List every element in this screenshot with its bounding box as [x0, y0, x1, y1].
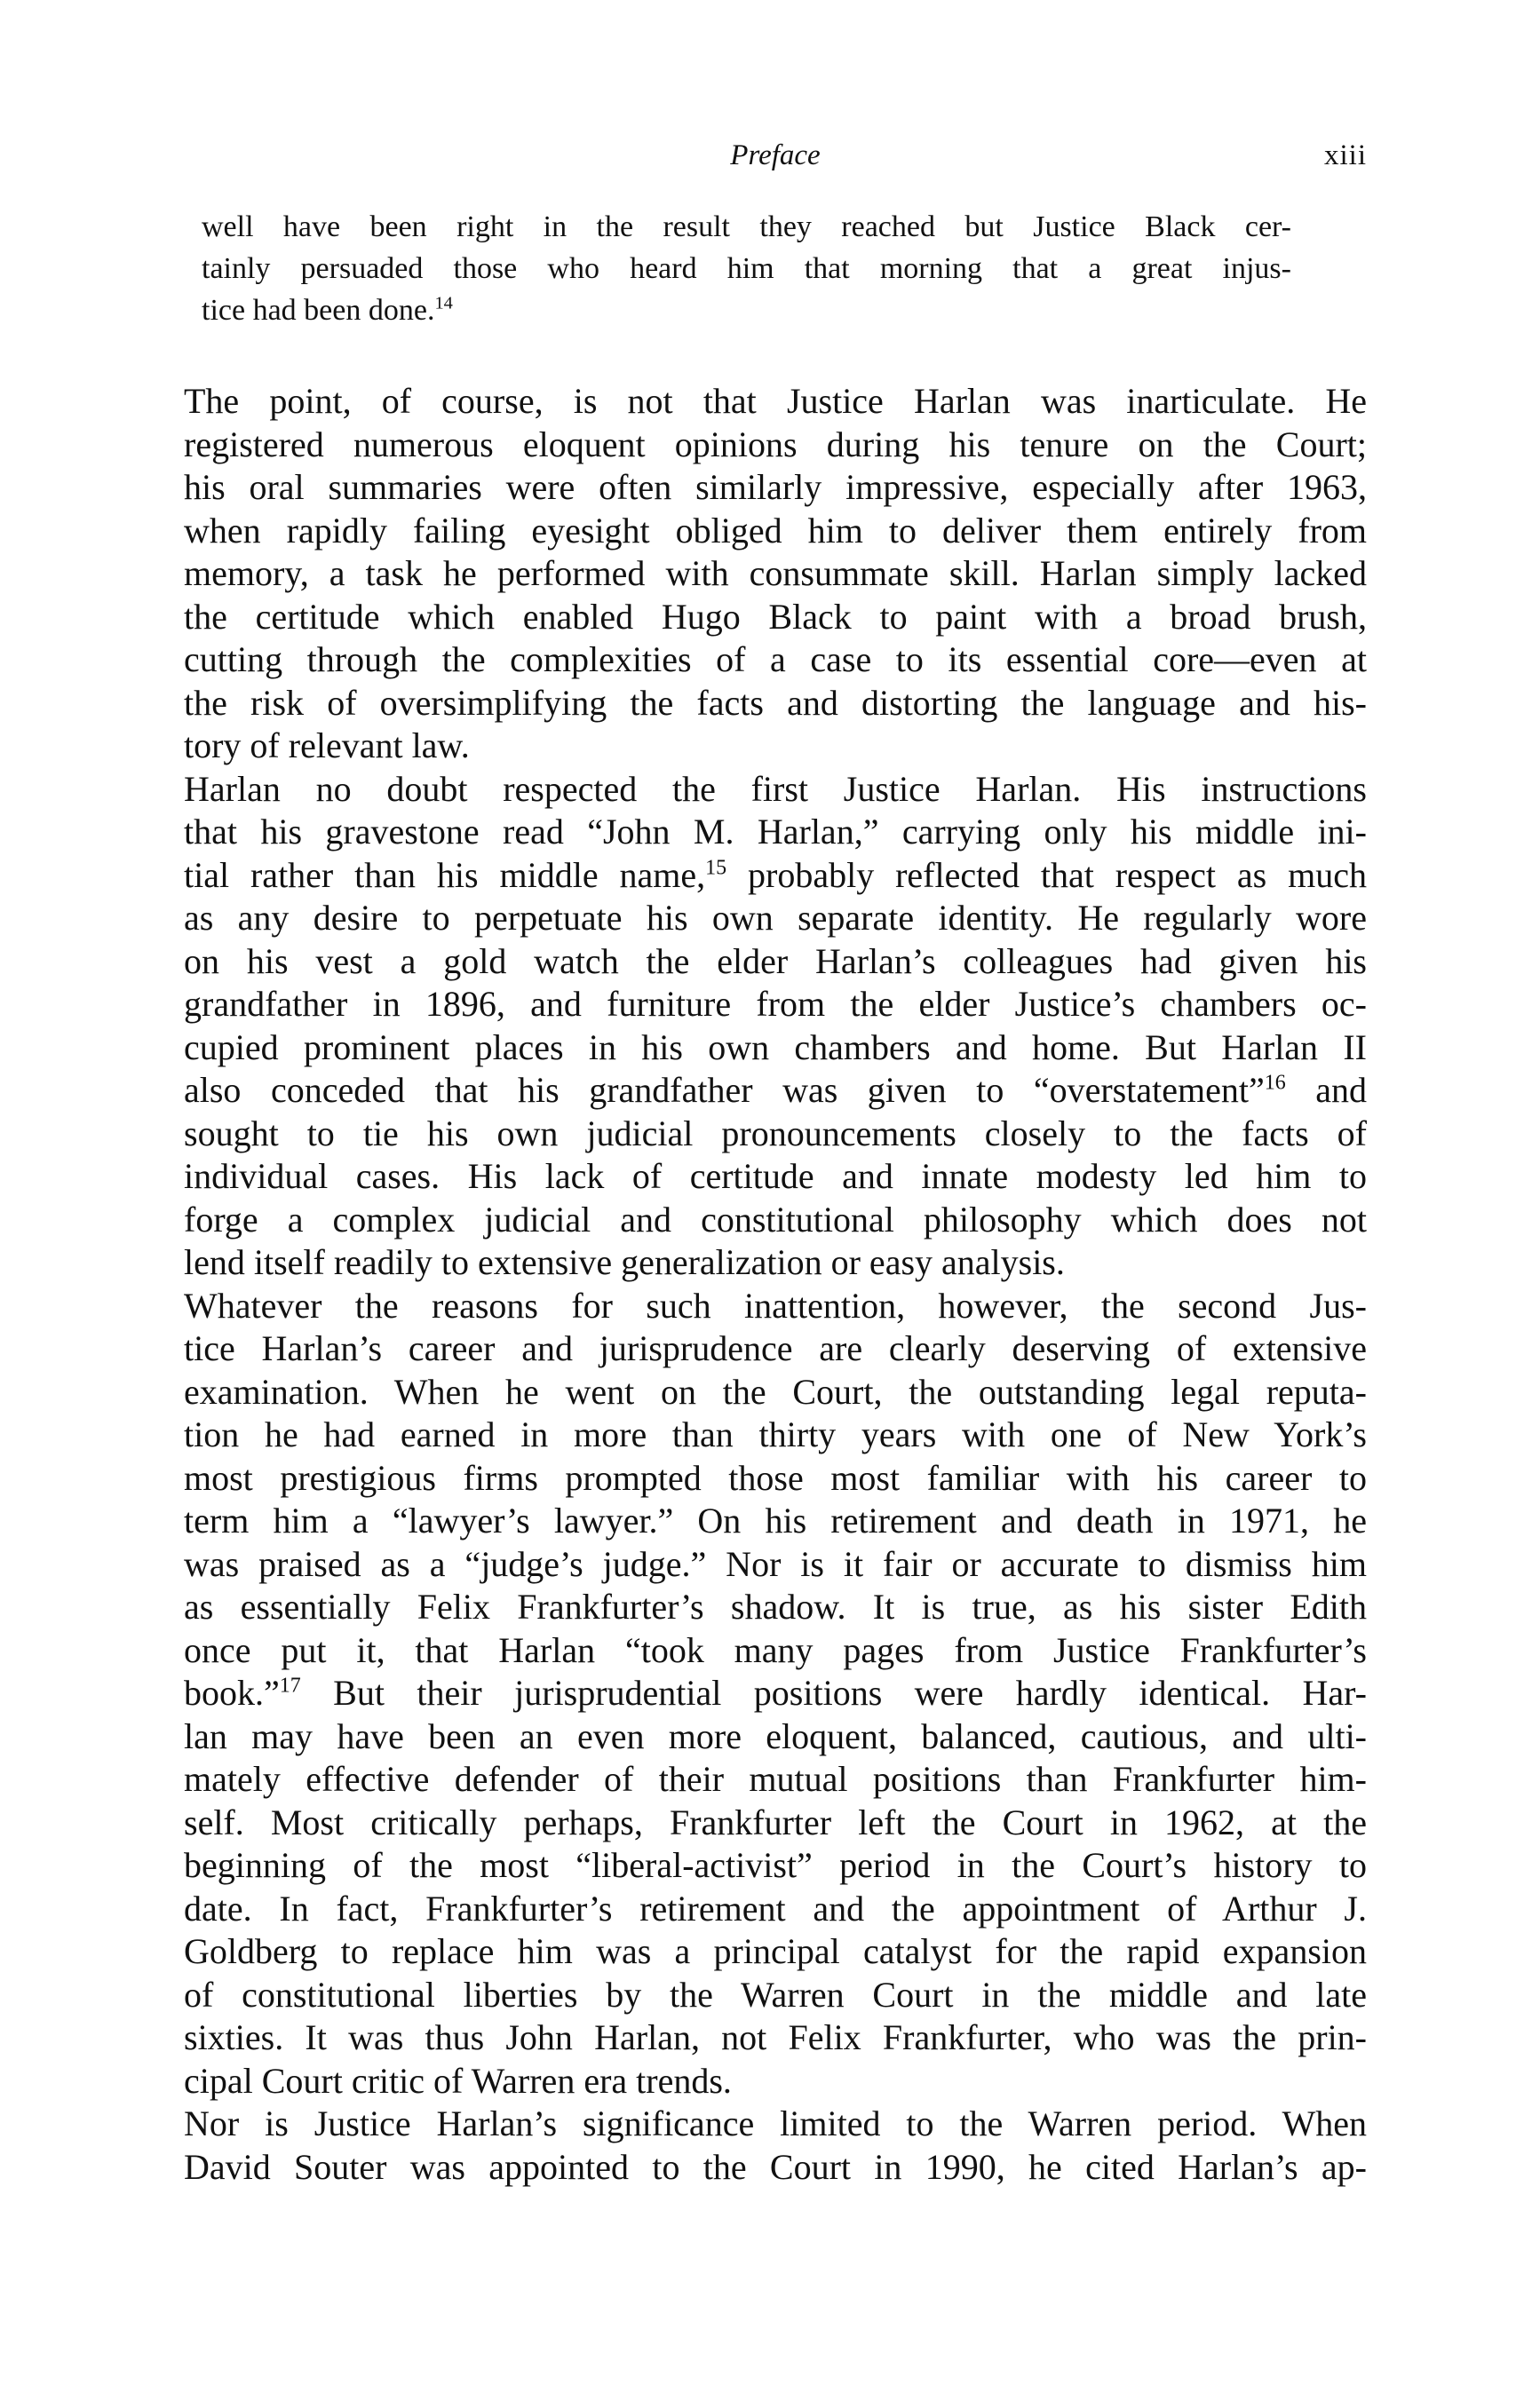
text-line: Whatever the reasons for such inattention, however, the second Jus- — [184, 1285, 1367, 1326]
text-line — [184, 854, 1367, 898]
text-segment: But their jurisprudential positions were hardly identical. Har- — [300, 1673, 1367, 1713]
text-line: beginning of the most “liberal-activist” period in the Court’s history to — [184, 1845, 1367, 1885]
text-line: the risk of oversimplifying the facts and distorting the language and his- — [184, 682, 1367, 723]
text-line: was praised as a “judge’s judge.” Nor is it fair or accurate to dismiss him — [184, 1543, 1367, 1584]
text-segment: tial rather than his middle name, — [184, 854, 706, 895]
text-line: registered numerous eloquent opinions during his tenure on the Court; — [184, 424, 1367, 464]
text-line: as any desire to perpetuate his own separate identity. He regularly wore — [184, 898, 1367, 938]
footnote-ref: 15 — [705, 856, 727, 880]
footnote-ref: 16 — [1264, 1071, 1286, 1095]
text-segment: probably reflected that respect as much — [726, 854, 1367, 895]
text-line: the certitude which enabled Hugo Black to paint with a broad brush, — [184, 596, 1367, 637]
text-line: individual cases. His lack of certitude and innate modesty led him to — [184, 1156, 1367, 1196]
block-quote — [202, 206, 1291, 331]
text-line: David Souter was appointed to the Court in 1990, he cited Harlan’s ap- — [184, 2146, 1367, 2187]
text-segment: and — [1285, 1070, 1367, 1110]
text-line: Nor is Justice Harlan’s significance limited to the Warren period. When — [184, 2103, 1367, 2143]
text-line: cupied prominent places in his own chambers and home. But Harlan II — [184, 1026, 1367, 1067]
text-line: memory, a task he performed with consummate skill. Harlan simply lacked — [184, 553, 1367, 593]
text-line: tice Harlan’s career and jurisprudence are clearly deserving of extensive — [184, 1328, 1367, 1368]
text-line: sought to tie his own judicial pronouncements closely to the facts of — [184, 1113, 1367, 1153]
text-line: lan may have been an even more eloquent, balanced, cautious, and ulti- — [184, 1715, 1367, 1756]
text-line — [184, 1069, 1367, 1113]
text-line: his oral summaries were often similarly impressive, especially after 1963, — [184, 467, 1367, 507]
page-number: xiii — [1323, 139, 1367, 171]
paragraph — [184, 2103, 1367, 2189]
footnote-ref: 14 — [434, 293, 453, 313]
text-line: cipal Court critic of Warren era trends. — [184, 2060, 732, 2101]
quote-line: well have been right in the result they reached but Justice Black cer- — [202, 210, 1291, 243]
quote-line-text: tice had been done. — [202, 294, 435, 327]
text-line: term him a “lawyer’s lawyer.” On his retirement and death in 1971, he — [184, 1501, 1367, 1541]
paragraph — [184, 768, 1367, 1285]
text-line: Goldberg to replace him was a principal catalyst for the rapid expansion — [184, 1931, 1367, 1971]
text-line: lend itself readily to extensive generalization or easy analysis. — [184, 1242, 1065, 1282]
footnote-ref: 17 — [279, 1674, 301, 1698]
quote-line: tainly persuaded those who heard him that morning that a great injus- — [202, 252, 1291, 285]
text-segment: book.” — [184, 1673, 280, 1713]
text-line: grandfather in 1896, and furniture from the elder Justice’s chambers oc- — [184, 984, 1367, 1024]
paragraph — [184, 380, 1367, 768]
paragraph — [184, 1285, 1367, 2103]
text-line: on his vest a gold watch the elder Harlan’s colleagues had given his — [184, 940, 1367, 981]
text-line: most prestigious firms prompted those most familiar with his career to — [184, 1457, 1367, 1498]
running-head: Preface — [730, 139, 821, 171]
text-line: once put it, that Harlan “took many pages from Justice Frankfurter’s — [184, 1629, 1367, 1670]
text-line: date. In fact, Frankfurter’s retirement and the appointment of Arthur J. — [184, 1888, 1367, 1929]
text-line: sixties. It was thus John Harlan, not Felix Frankfurter, who was the prin- — [184, 2017, 1367, 2057]
text-line: mately effective defender of their mutual positions than Frankfurter him- — [184, 1759, 1367, 1799]
text-line: of constitutional liberties by the Warren Court in the middle and late — [184, 1974, 1367, 2015]
text-line: tory of relevant law. — [184, 725, 470, 765]
text-line: The point, of course, is not that Justice Harlan was inarticulate. He — [184, 381, 1367, 421]
text-line: cutting through the complexities of a case to its essential core—even at — [184, 639, 1367, 679]
text-line — [184, 1672, 1367, 1715]
page-header — [184, 133, 1367, 178]
text-line: forge a complex judicial and constitutional philosophy which does not — [184, 1199, 1367, 1240]
text-line: tion he had earned in more than thirty years with one of New York’s — [184, 1414, 1367, 1454]
quote-line — [202, 289, 1291, 331]
text-line: Harlan no doubt respected the first Justice Harlan. His instructions — [184, 768, 1367, 809]
text-line: as essentially Felix Frankfurter’s shadow. It is true, as his sister Edith — [184, 1587, 1367, 1627]
body-text — [184, 380, 1367, 2189]
text-line: examination. When he went on the Court, the outstanding legal reputa- — [184, 1371, 1367, 1412]
text-line: that his gravestone read “John M. Harlan,” carrying only his middle ini- — [184, 812, 1367, 852]
text-line: self. Most critically perhaps, Frankfurter left the Court in 1962, at the — [184, 1802, 1367, 1842]
text-segment: also conceded that his grandfather was given to “overstatement” — [184, 1070, 1265, 1110]
text-line: when rapidly failing eyesight obliged him to deliver them entirely from — [184, 510, 1367, 551]
